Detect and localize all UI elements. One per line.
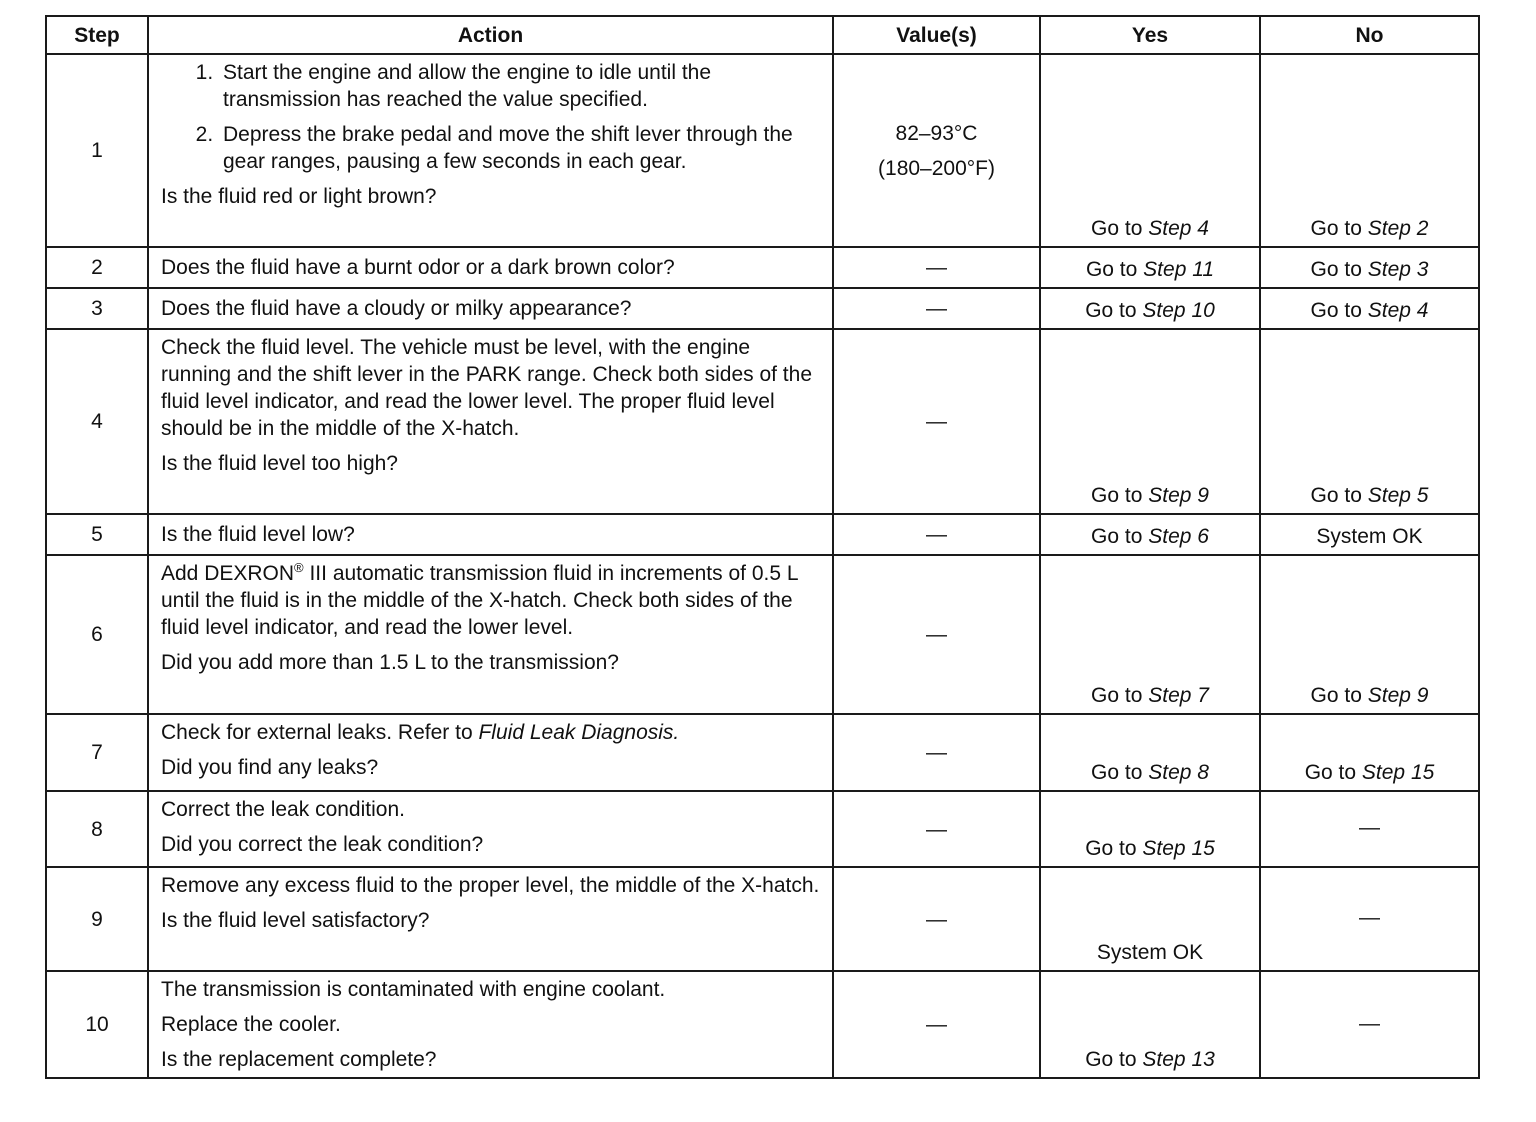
action-question: Is the fluid level low? [148, 514, 833, 555]
header-yes: Yes [1040, 16, 1260, 54]
action-cell [148, 54, 833, 247]
action-text: Check the fluid level. The vehicle must be level, with the engine running and the shift lever in the PARK range. Check both sides of the fluid level indicator, and read the lower level. The proper fluid level should be in the middle of the X-hatch. [161, 336, 812, 440]
action-text: Correct the leak condition. [161, 798, 405, 821]
goto-text: Go to [1310, 299, 1362, 322]
table-row [46, 714, 1479, 791]
action-question: Does the fluid have a burnt odor or a dark brown color? [148, 247, 833, 288]
header-step: Step [46, 16, 148, 54]
table-row [46, 247, 1479, 288]
header-no: No [1260, 16, 1479, 54]
value-cell: — [833, 555, 1040, 714]
goto-text: Go to [1310, 484, 1362, 507]
no-cell [1260, 555, 1479, 714]
step-word: Step [1148, 684, 1192, 707]
step-ref: 15 [1410, 761, 1435, 784]
diagnostic-table [45, 15, 1480, 1079]
action-text-part: Check for external leaks. Refer to [161, 721, 479, 744]
goto-text: Go to [1085, 837, 1137, 860]
yes-cell [1040, 791, 1260, 867]
table-row [46, 288, 1479, 329]
step-number: 2 [46, 247, 148, 288]
step-ref: 10 [1191, 299, 1215, 322]
action-question: Is the fluid level too high? [161, 452, 398, 475]
yes-cell [1040, 288, 1260, 329]
step-number: 9 [46, 867, 148, 971]
step-ref: 13 [1191, 1048, 1215, 1071]
table-row [46, 54, 1479, 247]
value-cell [833, 54, 1040, 247]
step-word: Step [1142, 1048, 1186, 1071]
table-row [46, 791, 1479, 867]
action-text: The transmission is contaminated with engine coolant. [161, 978, 666, 1001]
action-text-part: Add DEXRON [161, 562, 295, 585]
table-row [46, 971, 1479, 1078]
table-row [46, 514, 1479, 555]
step-number: 1 [46, 54, 148, 247]
yes-cell [1040, 247, 1260, 288]
value-cell: — [833, 791, 1040, 867]
action-text [161, 719, 822, 746]
goto-text: Go to [1085, 1048, 1137, 1071]
goto-text: Go to [1310, 684, 1362, 707]
yes-cell [1040, 714, 1260, 791]
step-word: Step [1148, 484, 1192, 507]
goto-text: Go to [1310, 258, 1362, 281]
value-cell: — [833, 329, 1040, 514]
goto-text: Go to [1091, 525, 1143, 548]
no-cell [1260, 714, 1479, 791]
registered-mark: ® [294, 560, 304, 575]
step-ref: 5 [1416, 484, 1429, 507]
step-word: Step [1361, 761, 1406, 784]
step-word: Step [1367, 258, 1411, 281]
no-cell [1260, 247, 1479, 288]
step-ref: 2 [1416, 217, 1429, 240]
action-question: Is the replacement complete? [161, 1048, 437, 1071]
action-question: Did you find any leaks? [161, 756, 379, 779]
step-number: 3 [46, 288, 148, 329]
action-text [161, 560, 822, 641]
no-cell [1260, 288, 1479, 329]
step-word: Step [1142, 837, 1186, 860]
value-cell: — [833, 714, 1040, 791]
yes-cell [1040, 555, 1260, 714]
action-text: Replace the cooler. [161, 1013, 341, 1036]
yes-cell [1040, 971, 1260, 1078]
step-word: Step [1148, 217, 1192, 240]
step-word: Step [1367, 684, 1411, 707]
step-number: 7 [46, 714, 148, 791]
action-cell [148, 971, 833, 1078]
goto-text: Go to [1091, 484, 1143, 507]
yes-cell [1040, 329, 1260, 514]
goto-text: Go to [1091, 684, 1143, 707]
value-fahrenheit: (180–200°F) [878, 156, 995, 180]
action-question: Is the fluid red or light brown? [161, 185, 437, 208]
action-question: Did you correct the leak condition? [161, 833, 484, 856]
no-cell [1260, 54, 1479, 247]
step-word: Step [1142, 299, 1186, 322]
value-cell: — [833, 514, 1040, 555]
header-values: Value(s) [833, 16, 1040, 54]
value-cell: — [833, 247, 1040, 288]
no-cell: — [1260, 867, 1479, 971]
step-ref: 15 [1191, 837, 1215, 860]
action-cell [148, 867, 833, 971]
step-number: 4 [46, 329, 148, 514]
value-cell: — [833, 288, 1040, 329]
value-cell: — [833, 867, 1040, 971]
action-question: Does the fluid have a cloudy or milky appearance? [148, 288, 833, 329]
no-cell: — [1260, 971, 1479, 1078]
reference-link: Fluid Leak Diagnosis. [478, 721, 680, 744]
step-ref: 3 [1416, 258, 1429, 281]
action-text: Remove any excess fluid to the proper level, the middle of the X-hatch. [161, 874, 820, 897]
value-celsius: 82–93°C [895, 121, 978, 145]
goto-text: Go to [1085, 258, 1138, 281]
step-number: 10 [46, 971, 148, 1078]
action-list [161, 59, 822, 175]
no-cell: System OK [1260, 514, 1479, 555]
yes-cell [1040, 54, 1260, 247]
step-ref: 9 [1197, 484, 1209, 507]
step-word: Step [1148, 525, 1192, 548]
no-cell: — [1260, 791, 1479, 867]
step-word: Step [1367, 484, 1411, 507]
goto-text: Go to [1304, 761, 1357, 784]
step-word: Step [1148, 761, 1192, 784]
goto-text: Go to [1091, 217, 1143, 240]
action-text-part: III automatic transmission fluid in increments of 0.5 L until the fluid is in the middle of the X-hatch. Check both sides of the fluid level indicator, and read the lower level. [161, 562, 798, 639]
action-cell [148, 714, 833, 791]
step-word: Step [1367, 299, 1411, 322]
step-word: Step [1367, 217, 1411, 240]
step-ref: 4 [1416, 299, 1429, 322]
table-row [46, 329, 1479, 514]
step-ref: 8 [1197, 761, 1209, 784]
goto-text: Go to [1091, 761, 1143, 784]
action-cell [148, 791, 833, 867]
action-cell [148, 329, 833, 514]
yes-cell [1040, 514, 1260, 555]
action-cell [148, 555, 833, 714]
goto-text: Go to [1310, 217, 1362, 240]
step-ref: 4 [1197, 217, 1209, 240]
step-number: 6 [46, 555, 148, 714]
header-action: Action [148, 16, 833, 54]
step-ref: 6 [1197, 525, 1209, 548]
action-item: 1. Start the engine and allow the engine to idle until the transmission has reached the value specified. [219, 59, 822, 113]
value-cell: — [833, 971, 1040, 1078]
action-item: 2. Depress the brake pedal and move the shift lever through the gear ranges, pausing a few seconds in each gear. [219, 121, 822, 175]
table-row [46, 867, 1479, 971]
step-number: 5 [46, 514, 148, 555]
step-ref: 7 [1197, 684, 1209, 707]
table-row [46, 555, 1479, 714]
step-ref: 11 [1192, 258, 1215, 281]
action-question: Is the fluid level satisfactory? [161, 909, 430, 932]
step-ref: 9 [1416, 684, 1429, 707]
yes-cell: System OK [1040, 867, 1260, 971]
no-cell [1260, 329, 1479, 514]
action-question: Did you add more than 1.5 L to the transmission? [161, 651, 619, 674]
step-number: 8 [46, 791, 148, 867]
step-word: Step [1143, 258, 1187, 281]
goto-text: Go to [1085, 299, 1137, 322]
header-row [46, 16, 1479, 54]
